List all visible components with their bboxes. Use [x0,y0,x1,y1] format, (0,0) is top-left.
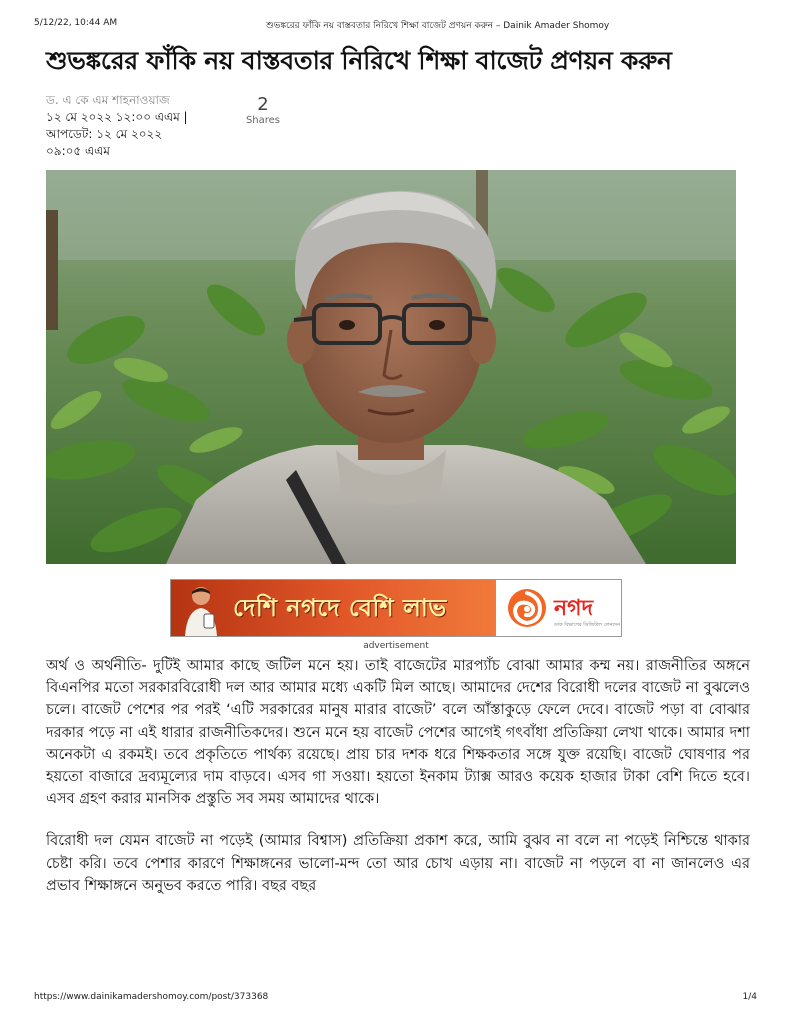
shares-counter [240,95,286,127]
page-url: https://www.dainikamadershomoy.com/post/373368 [34,992,269,1002]
ad-right-panel [496,580,621,636]
print-page-title: শুভঙ্করের ফাঁকি নয় বাস্তবতার নিরিখে শিক্ষা বাজেট প্রণয়ন করুন – Dainik Amader Shomoy [266,21,610,31]
print-header [34,18,757,32]
advertisement[interactable] [170,579,622,651]
print-date: 5/12/22, 10:44 AM [34,18,118,28]
author-link[interactable]: ড. এ কে এম শাহনাওয়াজ [46,93,170,107]
page-number: 1/4 [742,992,757,1002]
print-footer [34,992,757,1006]
published-date: ১২ মে ২০২২ ১২:০০ এএম | [46,110,188,124]
author-photo [46,170,736,564]
shares-label: Shares [245,115,281,126]
ad-brand: নগদ [554,596,594,621]
article-meta [46,92,246,160]
ad-label: advertisement [363,641,429,651]
nagad-logo-icon [506,587,548,629]
ad-tagline: ডাক বিভাগের ডিজিটাল লেনদেন [554,622,621,628]
article-paragraph: বিরোধী দল যেমন বাজেট না পড়েই (আমার বিশ্বাস) প্রতিক্রিয়া প্রকাশ করে, আমি বুঝব না বলে না পড়েই নিশ্চিন্তে থাকার চেষ্টা করি। তবে পেশার কারণে শিক্ষাঙ্গনের ভালো-মন্দ তো আর চোখ এড়ায় না। বাজেট না পড়লে বা না জানলেও এর প্রভাব শিক্ষাঙ্গনে অনুভব করতে পারি। বছর বছর [46,833,750,894]
ad-banner[interactable] [170,579,622,637]
ad-person-icon [177,584,225,636]
shares-count: 2 [257,94,269,115]
article-body [46,655,750,917]
article-paragraph: অর্থ ও অর্থনীতি- দুটিই আমার কাছে জটিল মনে হয়। তাই বাজেটের মারপ্যাঁচ বোঝা আমার কম্ম নয়। রাজনীতির অঙ্গনে বিএনপির মতো সরকারবিরোধী দল আর আমার মধ্যে একটি মিল আছে। আমাদের দেশের বিরোধী দলের বাজেট না বুঝলেও চলে। বাজেট পেশের পর পরই ‘এটি সরকারের মানুষ মারার বাজেট’ বলে আঁস্তাকুড়ে ফেলে দেবে। বাজেট পড়া বা বোঝার দরকার পড়ে না এই ধারার রাজনীতিকদের। শুনে মনে হয় বাজেট পেশের আগেই গৎবাঁধা প্রতিক্রিয়া লেখা থাকে। আমার দশা অনেকটা এ রকমই। তবে প্রকৃতিতে পার্থক্য রয়েছে। প্রায় চার দশক ধরে শিক্ষকতার সঙ্গে যুক্ত রয়েছি। বাজেট ঘোষণার পর হয়তো বাজারে দ্রব্যমূল্যের দাম বাড়বে। এসব গা সওয়া। হয়তো ইনকাম ট্যাক্স আরও কয়েক হাজার টাকা বেশি দিতে হবে। এসব গ্রহণ করার মানসিক প্রস্তুতি সব সময় আমাদের থাকে। [46,658,750,808]
updated-date: আপডেট: ১২ মে ২০২২ [46,127,163,141]
ad-left-panel [171,580,496,636]
ad-slogan: দেশি নগদে বেশি লাভ [233,594,447,622]
updated-time: ০৯:০৫ এএম [46,144,110,158]
article-headline: শুভঙ্করের ফাঁকি নয় বাস্তবতার নিরিখে শিক্ষা বাজেট প্রণয়ন করুন [46,46,672,75]
